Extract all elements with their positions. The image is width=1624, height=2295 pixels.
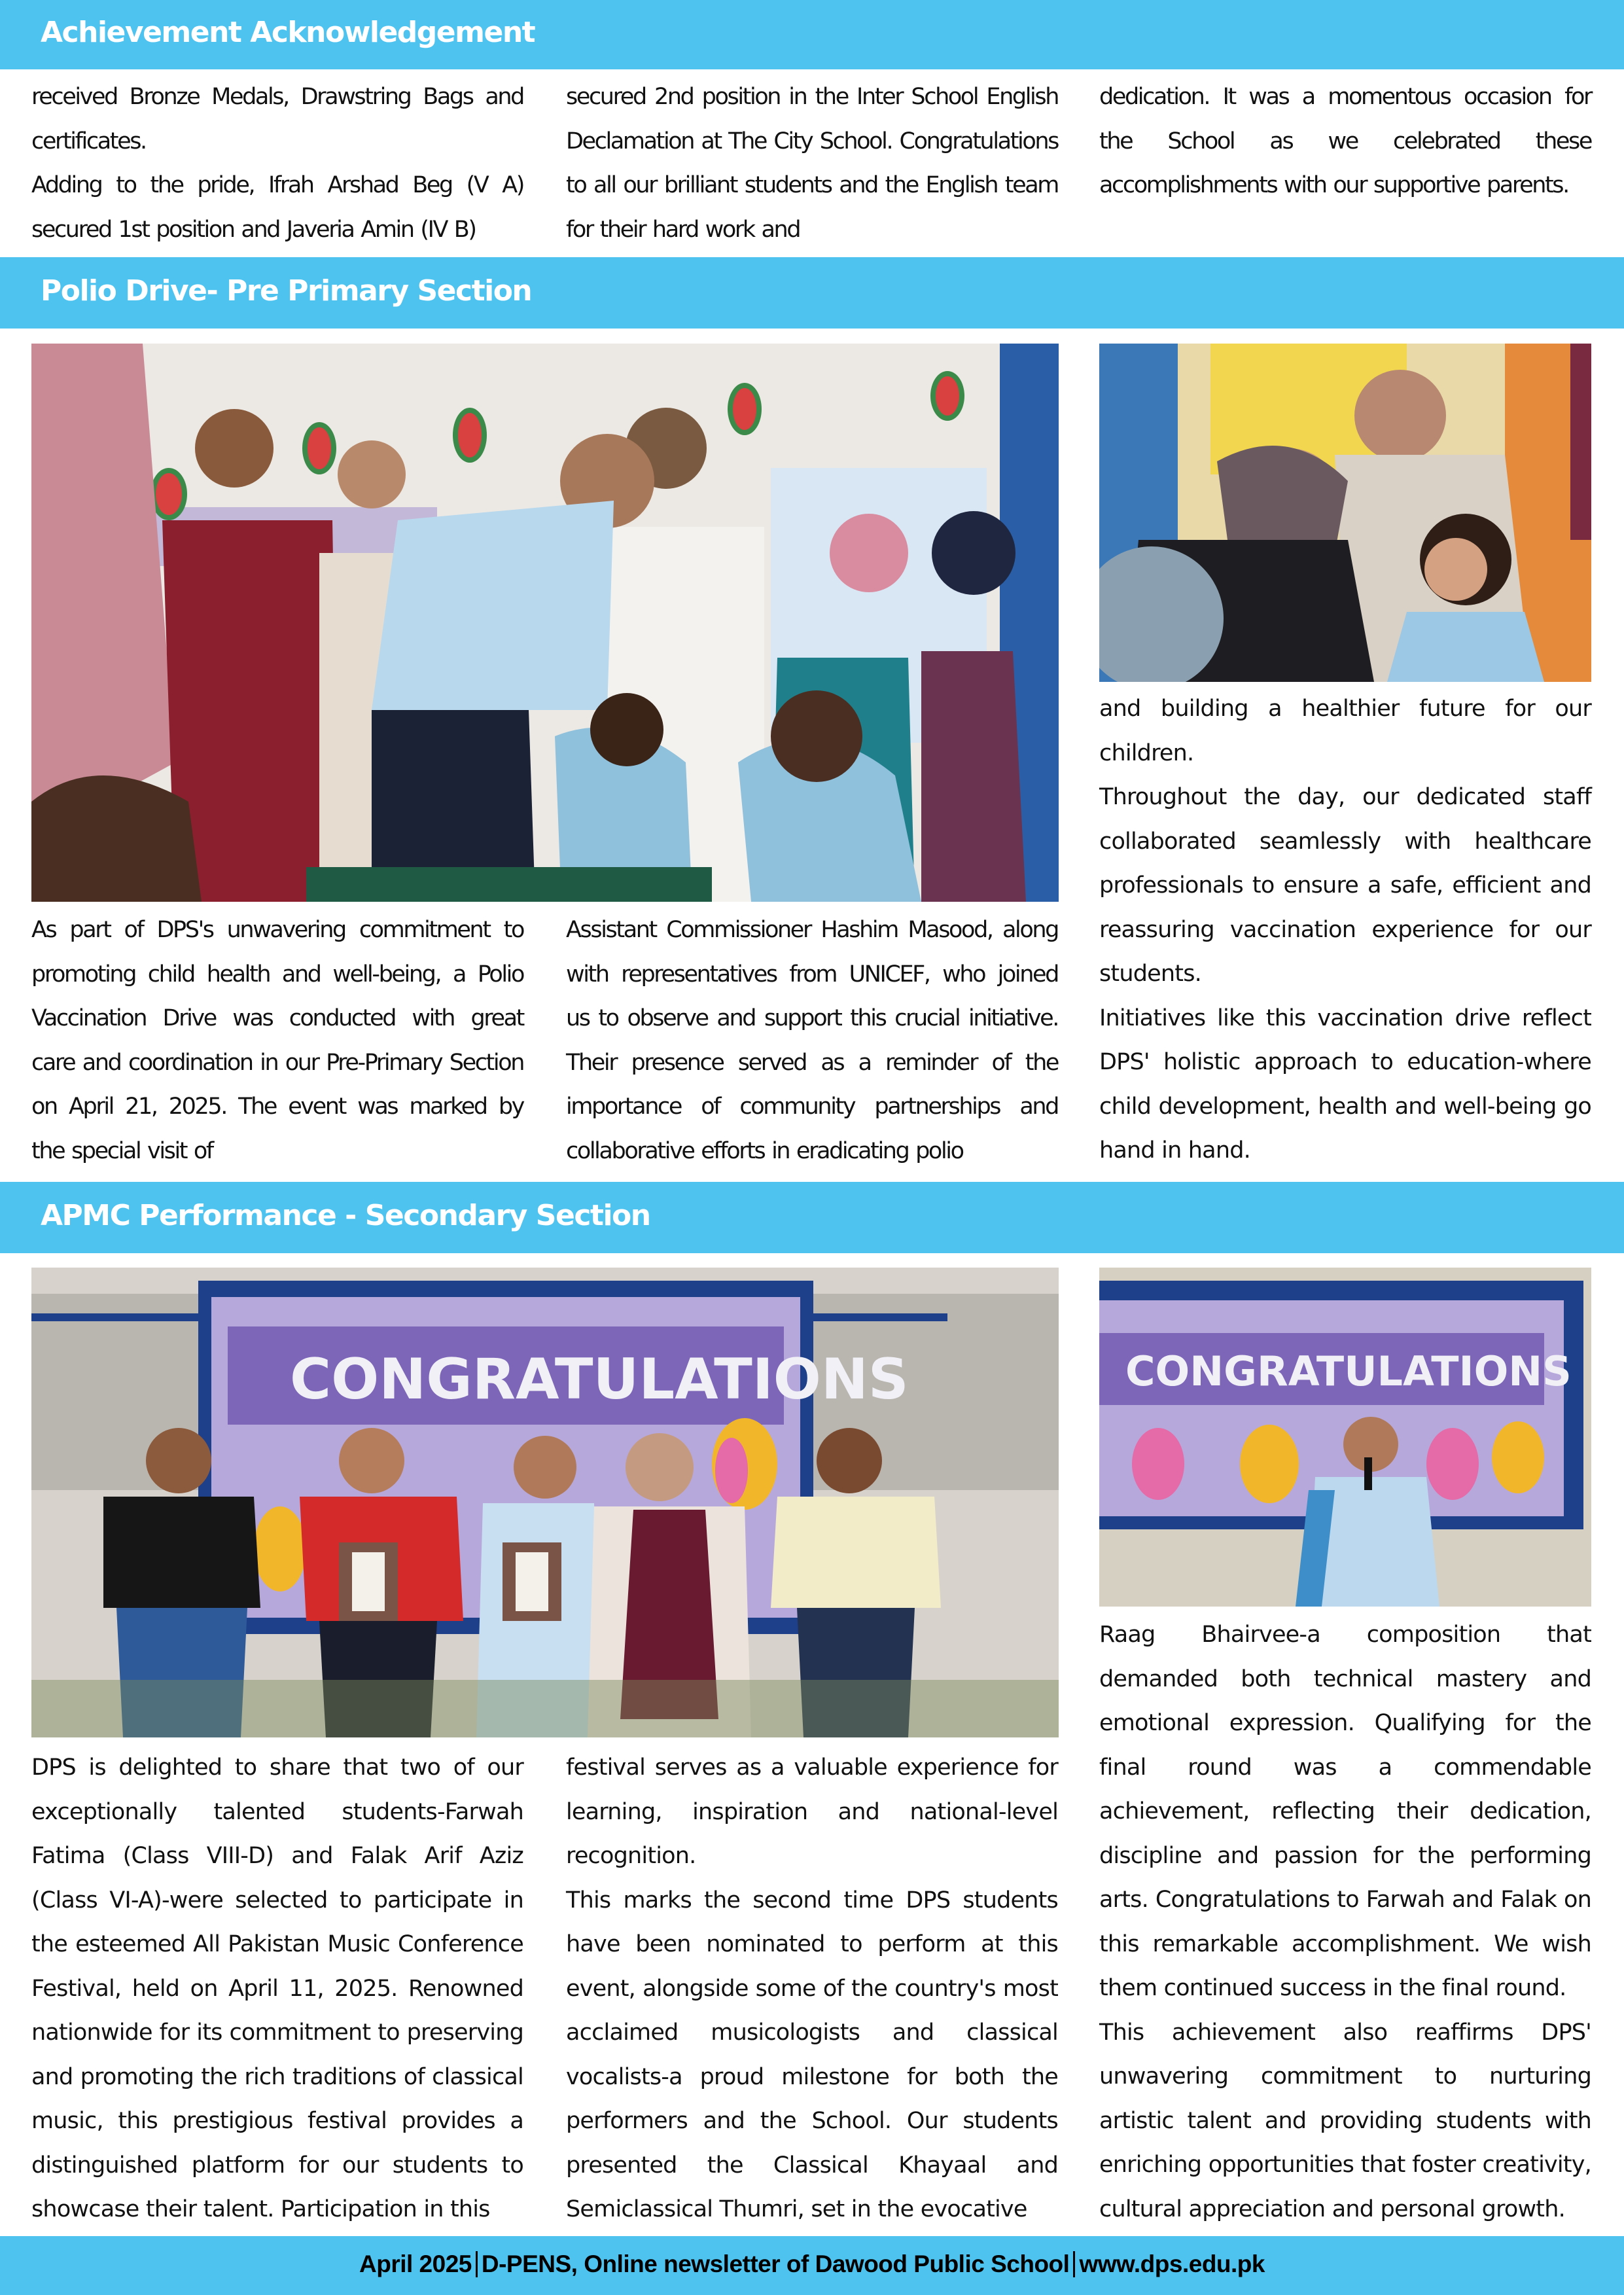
- achievement-column-3: [1099, 75, 1591, 208]
- section-header-apmc: [0, 1182, 1624, 1253]
- photo-polio-drops-child-icon: [1099, 344, 1591, 682]
- paragraph: Adding to the pride, Ifrah Arshad Beg (V A) secured 1st position and Javeria Amin (IV B): [31, 172, 523, 243]
- polio-column-3: [1099, 687, 1591, 1173]
- achievement-column-1: [31, 75, 523, 252]
- paragraph: DPS is delighted to share that two of our exceptionally talented students-Farwah Fatima (Class VIII-D) and Falak Arif Aziz (Class VI-A)-were selected to participate in the esteemed All Pakistan Music Conference Festival, held on April 11, 2025. Renowned nationwide for its commitment to preserving and promoting the rich traditions of classical music, this prestigious festival provides a distinguished platform for our students to showcase their talent. Participation in this: [31, 1754, 523, 2222]
- section-header-achievement: [0, 0, 1624, 69]
- paragraph: Assistant Commissioner Hashim Masood, along with representatives from UNICEF, who joined us to observe and support this crucial initiative. Their presence served as a reminder of the importance of community partnerships and collaborative efforts in eradicating polio: [566, 917, 1058, 1164]
- banner-lettering: CONGRATULATIONS: [290, 1347, 909, 1412]
- apmc-main-photo: [31, 1268, 1059, 1737]
- section-title: APMC Performance - Secondary Section: [41, 1199, 650, 1232]
- paragraph: festival serves as a valuable experience for learning, inspiration and national-level recognition.: [566, 1754, 1058, 1869]
- paragraph: This achievement also reaffirms DPS' unwavering commitment to nurturing artistic talent and providing students with enriching opportunities that foster creativity, cultural appreciation and personal growth.: [1099, 2019, 1591, 2222]
- photo-apmc-singer-icon: [1099, 1268, 1591, 1607]
- page-footer: [0, 2236, 1624, 2295]
- paragraph: Throughout the day, our dedicated staff collaborated seamlessly with healthcare professionals to ensure a safe, efficient and reassuring vaccination experience for our students.: [1099, 784, 1591, 987]
- apmc-column-1: [31, 1746, 523, 2232]
- paragraph: dedication. It was a momentous occasion for the School as we celebrated these accomplishments with our supportive parents.: [1099, 84, 1591, 198]
- footer-text: [0, 2251, 1624, 2278]
- apmc-side-photo: [1099, 1268, 1591, 1607]
- paragraph: Raag Bhairvee-a composition that demanded both technical mastery and emotional expression. Qualifying for the final round was a commendable achievement, reflecting their dedication, discipline and passion for the performing arts. Congratulations to Farwah and Falak on this remarkable accomplishment. We wish them continued success in the final round.: [1099, 1622, 1591, 2001]
- polio-column-1: [31, 908, 523, 1173]
- polio-side-photo: [1099, 344, 1591, 682]
- polio-column-2: [566, 908, 1058, 1173]
- footer-publication: D-PENS, Online newsletter of Dawood Public School: [481, 2251, 1070, 2277]
- paragraph: secured 2nd position in the Inter School English Declamation at The City School. Congratulations to all our brilliant students and the English team for their hard work and: [566, 84, 1058, 243]
- apmc-column-3: [1099, 1613, 1591, 2232]
- section-header-polio: [0, 257, 1624, 329]
- footer-website-link[interactable]: www.dps.edu.pk: [1079, 2251, 1265, 2277]
- achievement-column-2: [566, 75, 1058, 252]
- footer-separator: [476, 2251, 478, 2277]
- polio-main-photo: [31, 344, 1059, 902]
- apmc-column-2: [566, 1746, 1058, 2232]
- footer-issue: April 2025: [359, 2251, 472, 2277]
- paragraph: and building a healthier future for our children.: [1099, 696, 1591, 766]
- banner-lettering: CONGRATULATIONS: [1125, 1347, 1572, 1395]
- paragraph: received Bronze Medals, Drawstring Bags and certificates.: [31, 84, 523, 154]
- paragraph: This marks the second time DPS students have been nominated to perform at this event, alongside some of the country's most acclaimed musicologists and classical vocalists-a proud milestone for both the performers and the School. Our students presented the Classical Khayaal and Semiclassical Thumri, set in the evocative: [566, 1887, 1058, 2222]
- paragraph: Initiatives like this vaccination drive reflect DPS' holistic approach to education-where child development, health and well-being go hand in hand.: [1099, 1005, 1591, 1164]
- photo-apmc-group-certificates-icon: [31, 1268, 1059, 1737]
- section-title: Polio Drive- Pre Primary Section: [41, 274, 532, 308]
- section-title: Achievement Acknowledgement: [41, 16, 535, 49]
- paragraph: As part of DPS's unwavering commitment to promoting child health and well-being, a Polio Vaccination Drive was conducted with great care and coordination in our Pre-Primary Section on April 21, 2025. The event was marked by the special visit of: [31, 917, 523, 1164]
- photo-polio-vaccination-group-icon: [31, 344, 1059, 902]
- footer-separator: [1073, 2251, 1075, 2277]
